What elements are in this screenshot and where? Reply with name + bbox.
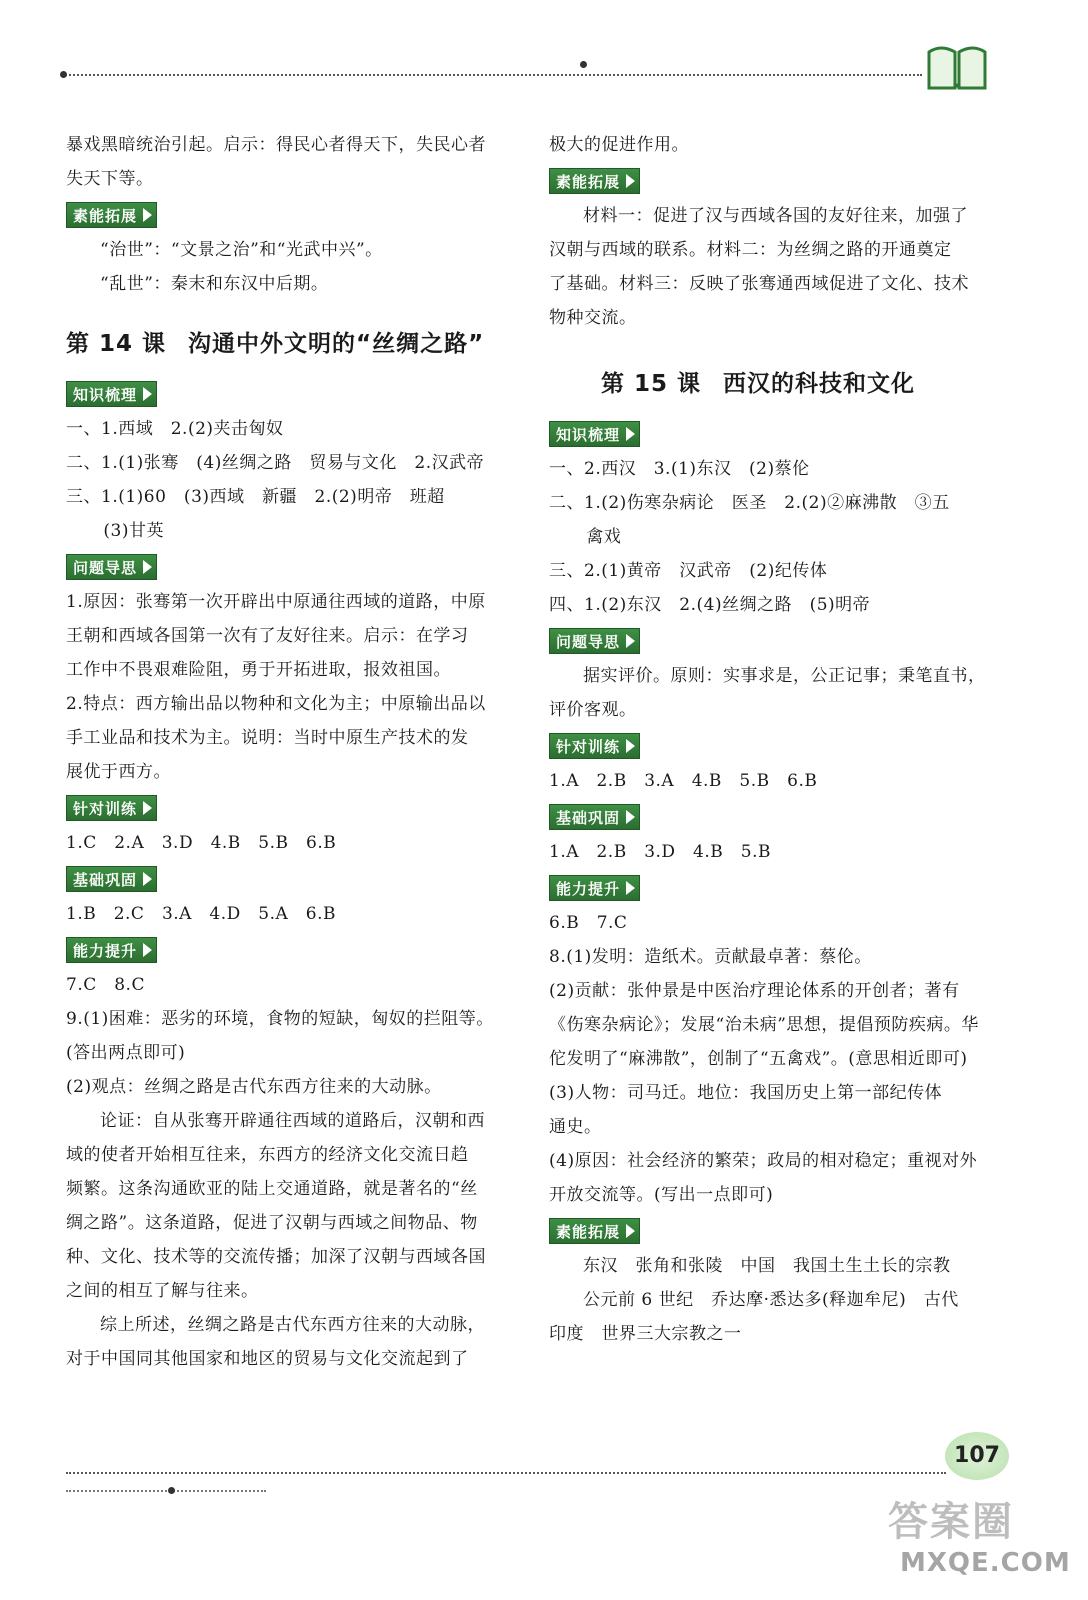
- text-line: 禽戏: [586, 527, 622, 547]
- text-line: 通史。: [549, 1117, 602, 1137]
- lesson-title: 第 15 课 西汉的科技和文化: [601, 371, 916, 397]
- text-line: 三、1.(1)60 (3)西域 新疆 2.(2)明帝 班超: [66, 487, 445, 507]
- text-line: 三、2.(1)黄帝 汉武帝 (2)纪传体: [549, 561, 828, 581]
- section-tag-jichu: 基础巩固: [549, 804, 640, 830]
- answer-line: 1.C 2.A 3.D 4.B 5.B 6.B: [66, 833, 337, 853]
- text-line: (3)甘英: [103, 521, 164, 541]
- text-line: 9.(1)困难：恶劣的环境，食物的短缺，匈奴的拦阻等。: [66, 1009, 494, 1029]
- arrow-right-icon: [626, 1224, 635, 1238]
- text-line: 综上所述，丝绸之路是古代东西方往来的大动脉，: [100, 1315, 485, 1335]
- text-line: 二、1.(1)张骞 (4)丝绸之路 贸易与文化 2.汉武帝: [66, 453, 485, 473]
- arrow-right-icon: [626, 427, 635, 441]
- text-line: 《伤寒杂病论》；发展“治未病”思想，提倡预防疾病。华: [549, 1015, 979, 1035]
- text-line: 汉朝与西域的联系。材料二：为丝绸之路的开通奠定: [549, 240, 952, 260]
- arrow-right-icon: [626, 634, 635, 648]
- text-line: 一、1.西域 2.(2)夹击匈奴: [66, 419, 284, 439]
- footer-dotted-line: [66, 1490, 266, 1492]
- arrow-right-icon: [143, 560, 152, 574]
- section-tag-zhishi: 知识梳理: [66, 381, 157, 407]
- section-tag-suneng: 素能拓展: [66, 202, 157, 228]
- header-dotted-line: [62, 74, 922, 76]
- text-line: 四、1.(2)东汉 2.(4)丝绸之路 (5)明帝: [549, 595, 871, 615]
- text-line: 绸之路”。这条道路，促进了汉朝与西域之间物品、物: [66, 1213, 478, 1233]
- text-line: 了基础。材料三：反映了张骞通西域促进了文化、技术: [549, 274, 969, 294]
- text-line: 种、文化、技术等的交流传播；加深了汉朝与西域各国: [66, 1247, 486, 1267]
- text-line: 据实评价。原则：实事求是，公正记事；秉笔直书，: [583, 666, 986, 686]
- text-line: 极大的促进作用。: [549, 135, 689, 155]
- text-line: 失天下等。: [66, 169, 154, 189]
- watermark-text: 答案圈: [888, 1499, 1014, 1545]
- section-tag-zhishi: 知识梳理: [549, 421, 640, 447]
- text-line: 王朝和西域各国第一次有了友好往来。启示：在学习: [66, 626, 469, 646]
- text-line: 展优于西方。: [66, 762, 171, 782]
- arrow-right-icon: [626, 739, 635, 753]
- text-line: 1.原因：张骞第一次开辟出中原通往西域的道路，中原: [66, 592, 486, 612]
- header-dot: [60, 71, 67, 78]
- section-tag-suneng: 素能拓展: [549, 168, 640, 194]
- arrow-right-icon: [143, 872, 152, 886]
- text-line: 8.(1)发明：造纸术。贡献最卓著：蔡伦。: [549, 947, 872, 967]
- arrow-right-icon: [143, 208, 152, 222]
- text-line: 二、1.(2)伤寒杂病论 医圣 2.(2)②麻沸散 ③五: [549, 493, 950, 513]
- text-line: 论证：自从张骞开辟通往西域的道路后，汉朝和西: [100, 1111, 485, 1131]
- text-line: 评价客观。: [549, 700, 637, 720]
- section-tag-jichu: 基础巩固: [66, 866, 157, 892]
- arrow-right-icon: [626, 810, 635, 824]
- text-line: 6.B 7.C: [549, 913, 628, 933]
- arrow-right-icon: [143, 387, 152, 401]
- text-line: 暴戏黑暗统治引起。启示：得民心者得天下，失民心者: [66, 135, 486, 155]
- text-line: 印度 世界三大宗教之一: [549, 1324, 742, 1344]
- arrow-right-icon: [626, 174, 635, 188]
- text-line: 域的使者开始相互往来，东西方的经济文化交流日趋: [66, 1145, 469, 1165]
- arrow-right-icon: [626, 881, 635, 895]
- section-tag-nengli: 能力提升: [549, 875, 640, 901]
- watermark-logo: [880, 1482, 1080, 1592]
- text-line: “乱世”：秦末和东汉中后期。: [100, 274, 329, 294]
- text-line: 一、2.西汉 3.(1)东汉 (2)蔡伦: [549, 459, 810, 479]
- left-column: [66, 128, 510, 1376]
- text-line: (3)人物：司马迁。地位：我国历史上第一部纪传体: [549, 1083, 943, 1103]
- text-line: 频繁。这条沟通欧亚的陆上交通道路，就是著名的“丝: [66, 1179, 478, 1199]
- text-line: (4)原因：社会经济的繁荣；政局的相对稳定；重视对外: [549, 1151, 978, 1171]
- text-line: 之间的相互了解与往来。: [66, 1281, 259, 1301]
- section-tag-zhendui: 针对训练: [549, 733, 640, 759]
- watermark-url: MXQE.COM: [900, 1548, 1071, 1578]
- section-tag-zhendui: 针对训练: [66, 795, 157, 821]
- text-line: (2)观点：丝绸之路是古代东西方往来的大动脉。: [66, 1077, 442, 1097]
- text-line: 手工业品和技术为主。说明：当时中原生产技术的发: [66, 728, 469, 748]
- section-tag-nengli: 能力提升: [66, 937, 157, 963]
- text-line: 佗发明了“麻沸散”，创制了“五禽戏”。(意思相近即可): [549, 1049, 968, 1069]
- text-line: 材料一：促进了汉与西域各国的友好往来，加强了: [583, 206, 968, 226]
- text-line: 工作中不畏艰难险阻，勇于开拓进取，报效祖国。: [66, 660, 451, 680]
- text-line: (答出两点即可): [66, 1043, 186, 1063]
- text-line: 开放交流等。(写出一点即可): [549, 1185, 774, 1205]
- text-line: 对于中国同其他国家和地区的贸易与文化交流起到了: [66, 1349, 469, 1369]
- right-column: [549, 128, 1001, 1351]
- footer-dot: [168, 1487, 175, 1494]
- footer-dotted-line: [66, 1472, 946, 1474]
- answer-line: 1.A 2.B 3.A 4.B 5.B 6.B: [549, 771, 818, 791]
- header-dot: [580, 61, 587, 68]
- lesson-title: 第 14 课 沟通中外文明的“丝绸之路”: [66, 331, 485, 357]
- book-icon: [925, 42, 989, 92]
- arrow-right-icon: [143, 801, 152, 815]
- text-line: “治世”：“文景之治”和“光武中兴”。: [100, 240, 383, 260]
- text-line: 物种交流。: [549, 308, 637, 328]
- text-line: 7.C 8.C: [66, 975, 145, 995]
- page-number: 107: [945, 1432, 1009, 1480]
- section-tag-suneng: 素能拓展: [549, 1218, 640, 1244]
- text-line: 公元前 6 世纪 乔达摩·悉达多(释迦牟尼) 古代: [583, 1290, 959, 1310]
- section-tag-wenti: 问题导思: [66, 554, 157, 580]
- text-line: 2.特点：西方输出品以物种和文化为主；中原输出品以: [66, 694, 486, 714]
- answer-line: 1.B 2.C 3.A 4.D 5.A 6.B: [66, 904, 336, 924]
- arrow-right-icon: [143, 943, 152, 957]
- text-line: 东汉 张角和张陵 中国 我国土生土长的宗教: [583, 1256, 951, 1276]
- text-line: (2)贡献：张仲景是中医治疗理论体系的开创者；著有: [549, 981, 960, 1001]
- section-tag-wenti: 问题导思: [549, 628, 640, 654]
- answer-line: 1.A 2.B 3.D 4.B 5.B: [549, 842, 771, 862]
